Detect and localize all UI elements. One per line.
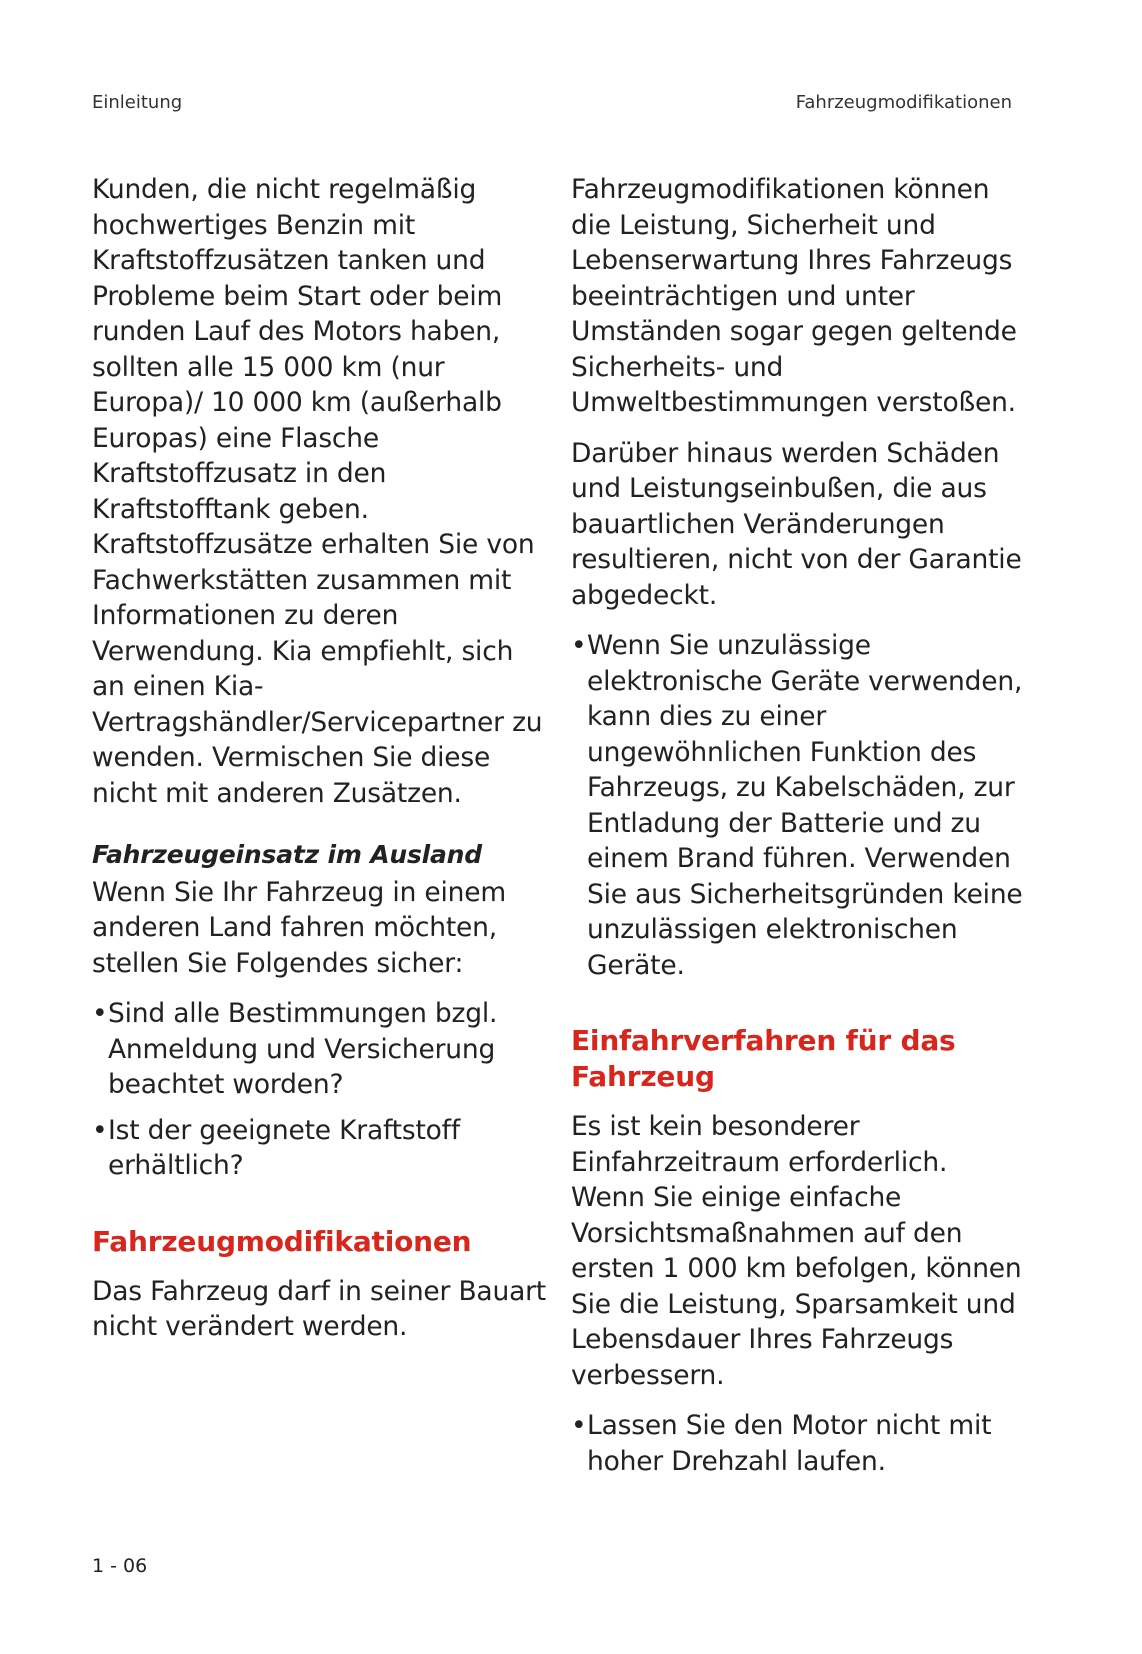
bullet-icon: • [92,1114,108,1146]
abroad-heading: Fahrzeugeinsatz im Ausland [92,840,482,869]
list-item [92,996,547,1103]
running-head-section: Fahrzeugmodifikationen [795,92,1012,113]
modifications-heading: Fahrzeugmodifikationen [92,1224,472,1258]
running-in-list [571,1408,1026,1479]
list-item-text: Sind alle Bestimmungen bzgl. Anmeldung und Versicherung beachtet worden? [108,998,498,1100]
warranty-paragraph: Darüber hinaus werden Schäden und Leistungseinbußen, die aus bauartlichen Veränderungen resultieren, nicht von der Garantie abgedeckt. [571,437,1022,611]
bullet-icon: • [571,1410,587,1441]
electronics-warning-list [571,628,1026,983]
list-item [571,1408,1026,1479]
modifications-effects-paragraph: Fahrzeugmodifikationen können die Leistung, Sicherheit und Lebenserwartung Ihres Fahrzeugs beeinträchtigen und unter Umständen sogar gegen geltende Sicherheits- und Umweltbestimmungen verstoßen. [571,174,1017,418]
page-number: 1 - 06 [92,1555,148,1577]
running-in-paragraph: Es ist kein besonderer Einfahrzeitraum erforderlich. Wenn Sie einige einfache Vorsichtsmaßnahmen auf den ersten 1 000 km befolgen, können Sie die Leistung, Sparsamkeit und Lebensdauer Ihres Fahrzeugs verbessern. [571,1111,1022,1391]
right-column [571,172,1026,1494]
running-head-chapter: Einleitung [92,92,183,113]
abroad-checklist [92,996,547,1184]
modifications-paragraph: Das Fahrzeug darf in seiner Bauart nicht verändert werden. [92,1275,546,1342]
list-item-text: Ist der geeignete Kraftstoff erhältlich? [108,1114,460,1181]
left-column [92,172,547,1360]
list-item-text: Lassen Sie den Motor nicht mit hoher Drehzahl laufen. [587,1410,992,1477]
abroad-paragraph: Wenn Sie Ihr Fahrzeug in einem anderen Land fahren möchten, stellen Sie Folgendes sicher: [92,876,506,979]
running-in-heading: Einfahrverfahren für das Fahrzeug [571,1024,956,1093]
bullet-icon: • [92,998,108,1029]
list-item [571,628,1026,983]
fuel-additive-paragraph: Kunden, die nicht regelmäßig hochwertiges Benzin mit Kraftstoffzusätzen tanken und Probleme beim Start oder beim runden Lauf des Motors haben, sollten alle 15 000 km (nur Europa)/ 10 000 km (außerhalb Europas) eine Flasche Kraftstoffzusatz in den Kraftstofftank geben. Kraftstoffzusätze erhalten Sie von Fachwerkstätten zusammen mit Informationen zu deren Verwendung. Kia empfiehlt, sich an einen Kia-Vertragshändler/Servicepartner zu wenden. Vermischen Sie diese nicht mit anderen Zusätzen. [92,174,543,809]
list-item [92,1113,547,1184]
list-item-text: Wenn Sie unzulässige elektronische Geräte verwenden, kann dies zu einer ungewöhnlichen Funktion des Fahrzeugs, zu Kabelschäden, zur Entladung der Batterie und zu einem Brand führen. Verwenden Sie aus Sicherheitsgründen keine unzulässigen elektronischen Geräte. [587,630,1023,981]
bullet-icon: • [571,630,587,661]
